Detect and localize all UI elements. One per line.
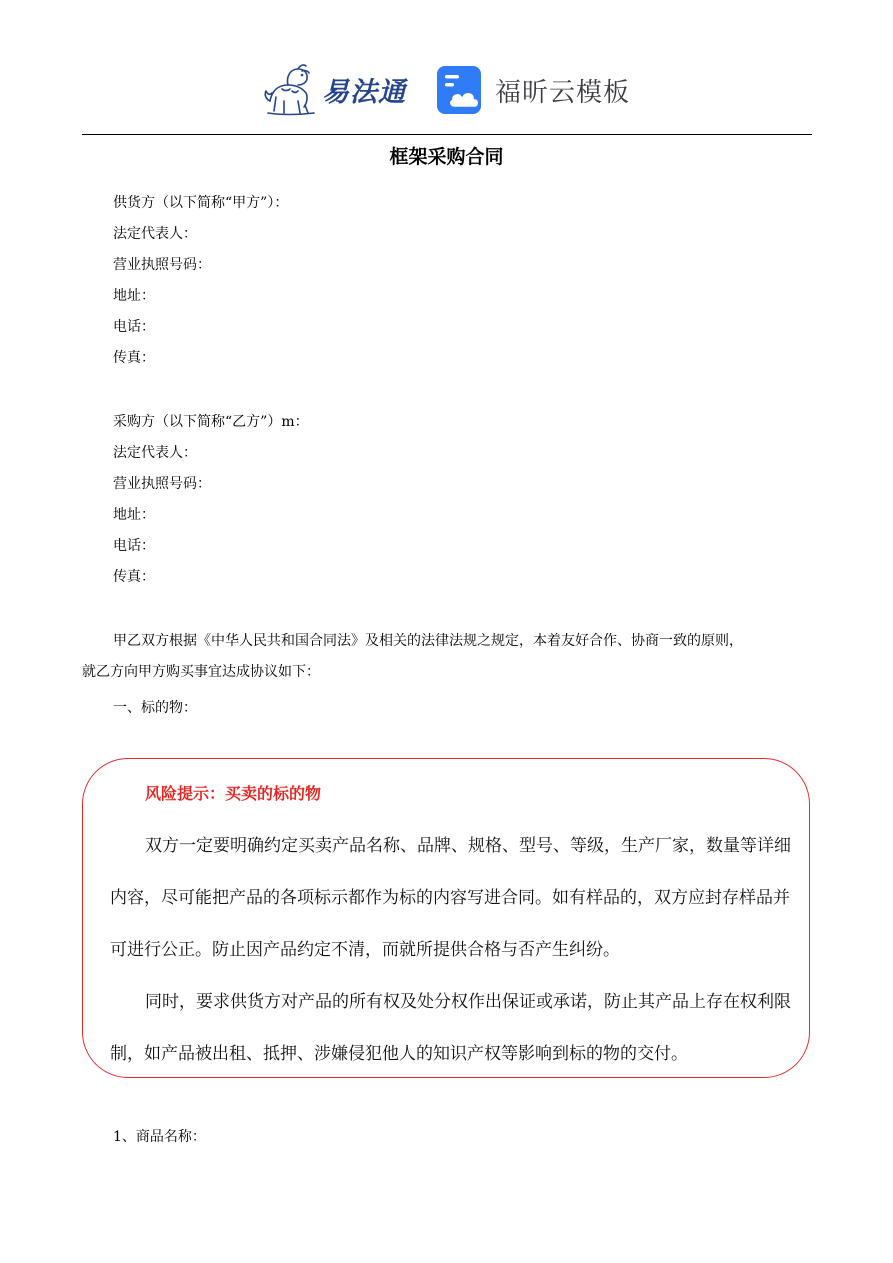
header-divider [82, 134, 812, 135]
party-b-legal-rep: 法定代表人： [113, 445, 197, 461]
party-b-address: 地址： [113, 507, 155, 523]
yifatong-logo [262, 61, 412, 117]
party-a-legal-rep: 法定代表人： [113, 226, 197, 242]
yifatong-logo-text: 易法通 [322, 76, 406, 108]
qilin-emblem-icon [262, 61, 320, 117]
risk-tip-box [82, 758, 810, 1078]
fuxin-logo [435, 65, 630, 115]
risk-tip-line: 制，如产品被出租、抵押、涉嫌侵犯他人的知识产权等影响到标的物的交付。 [110, 1044, 688, 1064]
party-a-address: 地址： [113, 288, 155, 304]
risk-tip-line: 内容，尽可能把产品的各项标示都作为标的内容写进合同。如有样品的，双方应封存样品并 [110, 888, 790, 908]
party-a-heading: 供货方（以下简称“甲方”）： [113, 195, 289, 211]
intro-line-2: 就乙方向甲方购买事宜达成协议如下： [82, 664, 320, 680]
intro-line-1: 甲乙双方根据《中华人民共和国合同法》及相关的法律法规之规定，本着友好合作、协商一致的原则， [113, 633, 743, 649]
party-a-license-no: 营业执照号码： [113, 257, 211, 273]
party-b-fax: 传真： [113, 569, 155, 585]
party-a-phone: 电话： [113, 319, 155, 335]
party-b-heading: 采购方（以下简称“乙方”）m： [113, 414, 309, 430]
party-b-phone: 电话： [113, 538, 155, 554]
document-title: 框架采购合同 [389, 146, 504, 168]
risk-tip-line: 双方一定要明确约定买卖产品名称、品牌、规格、型号、等级，生产厂家，数量等详细 [145, 836, 791, 856]
risk-tip-line: 可进行公正。防止因产品约定不清，而就所提供合格与否产生纠纷。 [110, 940, 620, 960]
section-1-heading: 一、标的物： [113, 700, 197, 716]
fuxin-cloud-template-icon [435, 64, 487, 116]
fuxin-logo-text: 福昕云模板 [495, 77, 631, 108]
risk-tip-title: 风险提示：买卖的标的物 [145, 784, 322, 803]
page-header [0, 55, 893, 125]
party-a-fax: 传真： [113, 350, 155, 366]
party-b-license-no: 营业执照号码： [113, 476, 211, 492]
risk-tip-line: 同时，要求供货方对产品的所有权及处分权作出保证或承诺，防止其产品上存在权利限 [145, 992, 791, 1012]
item-1-product-name: 1、商品名称： [113, 1129, 206, 1145]
